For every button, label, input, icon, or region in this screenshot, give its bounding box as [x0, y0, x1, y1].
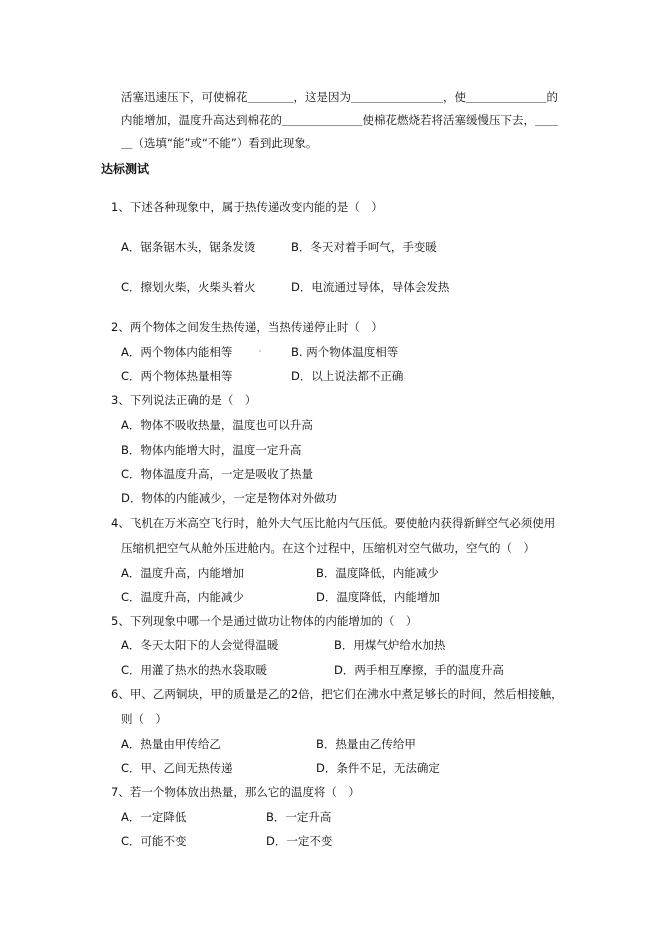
- question-7-option-d: D．一定不变: [266, 834, 333, 848]
- question-2-option-b: B. 两个物体温度相等: [291, 345, 399, 359]
- question-6-stem-line-2: 则（ ）: [121, 712, 167, 726]
- question-5-option-b: B．用煤气炉给水加热: [334, 638, 446, 652]
- stray-dot: [259, 350, 261, 352]
- question-4-stem-line-1: 4、飞机在万米高空飞行时，舱外大气压比舱内气压低。要使舱内获得新鲜空气必须使用: [111, 516, 556, 530]
- question-4-option-b: B．温度降低，内能减少: [316, 566, 439, 580]
- question-3-stem: 3、下列说法正确的是（ ）: [111, 393, 257, 407]
- question-3-option-b: B．物体内能增大时，温度一定升高: [121, 443, 302, 457]
- question-5-option-c: C．用灌了热水的热水袋取暖: [121, 663, 268, 677]
- question-7-option-c: C．可能不变: [121, 834, 187, 848]
- question-7-option-b: B．一定升高: [266, 810, 332, 824]
- question-3-option-c: C．物体温度升高，一定是吸收了热量: [121, 467, 314, 481]
- question-1-option-b: B．冬天对着手呵气，手变暖: [291, 240, 437, 254]
- intro-line-2: 内能增加，温度升高达到棉花的＿＿＿＿＿＿＿使棉花燃烧若将活塞缓慢压下去，＿＿: [121, 113, 558, 127]
- question-2-option-a: A．两个物体内能相等: [121, 345, 233, 359]
- question-6-option-b: B．热量由乙传给甲: [316, 737, 416, 751]
- question-2-stem: 2、两个物体之间发生热传递，当热传递停止时（ ）: [111, 320, 383, 334]
- question-2-option-c: C．两个物体热量相等: [121, 369, 233, 383]
- question-5-option-d: D．两手相互摩擦，手的温度升高: [334, 663, 504, 677]
- question-5-option-a: A．冬天太阳下的人会觉得温暖: [121, 638, 279, 652]
- question-5-stem: 5、下列现象中哪一个是通过做功让物体的内能增加的（ ）: [111, 614, 418, 628]
- question-4-option-c: C．温度升高，内能减少: [121, 590, 245, 604]
- question-4-option-d: D．温度降低，内能增加: [316, 590, 440, 604]
- question-1-option-c: C．擦划火柴，火柴头着火: [121, 280, 256, 294]
- section-title: 达标测试: [101, 162, 150, 176]
- question-6-option-d: D．条件不足，无法确定: [316, 761, 440, 775]
- question-3-option-a: A．物体不吸收热量，温度也可以升高: [121, 418, 313, 432]
- intro-line-3: ＿（选填“能”或“不能”）看到此现象。: [121, 136, 318, 150]
- question-6-option-a: A．热量由甲传给乙: [121, 737, 221, 751]
- intro-line-1: 活塞迅速压下，可使棉花＿＿＿＿，这是因为＿＿＿＿＿＿＿＿，使＿＿＿＿＿＿＿的: [121, 90, 558, 104]
- question-4-option-a: A．温度升高，内能增加: [121, 566, 244, 580]
- question-6-option-c: C．甲、乙间无热传递: [121, 761, 233, 775]
- question-1-option-d: D．电流通过导体，导体会发热: [291, 280, 450, 294]
- question-1-stem: 1、下述各种现象中，属于热传递改变内能的是（ ）: [111, 200, 383, 214]
- question-4-stem-line-2: 压缩机把空气从舱外压进舱内。在这个过程中，压缩机对空气做功，空气的（ ）: [121, 541, 535, 555]
- question-7-stem: 7、若一个物体放出热量，那么它的温度将（ ）: [111, 785, 360, 799]
- question-1-option-a: A．锯条锯木头，锯条发烫: [121, 240, 256, 254]
- question-3-option-d: D．物体的内能减少，一定是物体对外做功: [121, 491, 337, 505]
- question-7-option-a: A．一定降低: [121, 810, 187, 824]
- question-6-stem-line-1: 6、甲、乙两铜块，甲的质量是乙的2倍，把它们在沸水中煮足够长的时间，然后相接触，: [111, 687, 563, 701]
- question-2-option-d: D．以上说法都不正确: [291, 369, 404, 383]
